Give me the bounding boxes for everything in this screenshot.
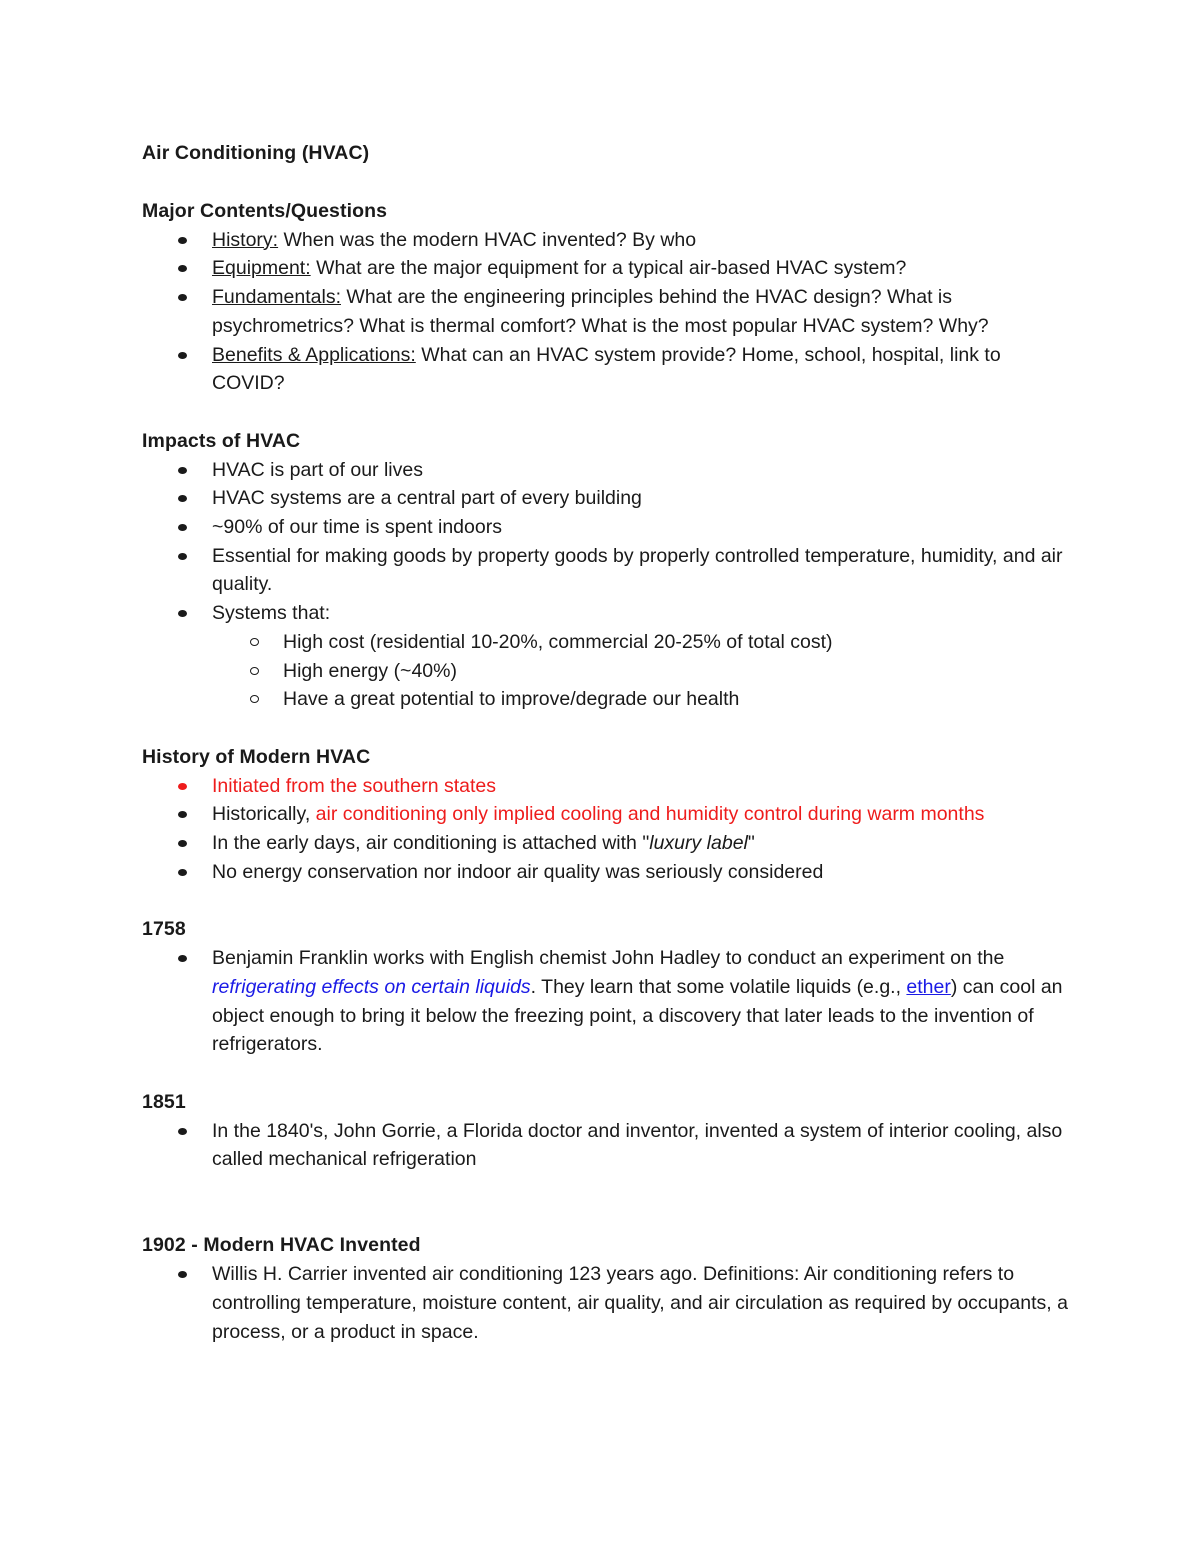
bullet-icon	[178, 467, 187, 474]
sub-list-item	[212, 657, 1072, 686]
impacts-list	[142, 456, 1072, 714]
list-item	[142, 858, 1072, 887]
list-item	[142, 226, 1072, 255]
bullet-icon	[178, 1271, 187, 1278]
impacts-heading: Impacts of HVAC	[142, 429, 301, 452]
hollow-bullet-icon	[250, 695, 259, 703]
year-1758-list	[142, 944, 1072, 1059]
list-item	[142, 283, 1072, 340]
refrigerating-effects-link[interactable]: refrigerating effects on certain liquids	[212, 975, 531, 998]
year-1851-heading: 1851	[142, 1090, 186, 1113]
item-text: Historically,	[212, 803, 316, 826]
item-text: Initiated from the southern states	[212, 774, 496, 797]
bullet-icon	[178, 955, 187, 962]
item-label: Equipment:	[212, 257, 311, 280]
list-item	[142, 513, 1072, 542]
ether-link[interactable]: ether	[906, 975, 951, 998]
list-item	[142, 829, 1072, 858]
item-text: . They learn that some volatile liquids (e.g.,	[530, 975, 907, 998]
item-text: ) can cool an object enough to bring it below the freezing point, a discovery that later leads to the invention of refrigerators.	[212, 975, 1063, 1056]
item-text: Systems that:	[212, 602, 331, 625]
item-text: ~90% of our time is spent indoors	[212, 516, 502, 538]
impacts-sublist	[212, 628, 1072, 714]
item-text: Have a great potential to improve/degrade our health	[283, 688, 740, 711]
bullet-icon	[178, 524, 187, 531]
item-label: Benefits & Applications:	[212, 343, 416, 366]
item-text: Willis H. Carrier invented air conditioning 123 years ago. Definitions: Air conditioning refers to controlling temperature, moisture content, air quality, and air circulation as required by occupants, a process, or a product in space.	[212, 1263, 1068, 1343]
item-text: "	[747, 832, 755, 855]
item-text: High energy (~40%)	[283, 659, 457, 682]
hollow-bullet-icon	[250, 638, 259, 646]
item-text: Essential for making goods by property goods by properly controlled temperature, humidity, and air quality.	[212, 544, 1063, 596]
item-text: What are the major equipment for a typical air-based HVAC system?	[310, 257, 907, 280]
item-text: HVAC systems are a central part of every building	[212, 487, 642, 510]
italic-text: luxury label	[649, 832, 748, 855]
history-heading: History of Modern HVAC	[142, 745, 371, 768]
highlighted-text: air conditioning only implied cooling and humidity control during warm months	[315, 803, 985, 826]
bullet-icon	[178, 610, 187, 617]
year-1902-heading: 1902 - Modern HVAC Invented	[142, 1234, 421, 1257]
hollow-bullet-icon	[250, 667, 259, 675]
list-item	[142, 1260, 1072, 1346]
item-text: In the early days, air conditioning is attached with "	[212, 832, 650, 855]
bullet-icon	[178, 553, 187, 560]
item-label: Fundamentals:	[212, 286, 341, 309]
document-title: Air Conditioning (HVAC)	[142, 142, 370, 164]
list-item	[142, 254, 1072, 283]
item-text: Benjamin Franklin works with English chemist John Hadley to conduct an experiment on the	[212, 947, 1005, 970]
bullet-icon	[178, 811, 187, 818]
sub-list-item	[212, 628, 1072, 657]
year-1758-heading: 1758	[142, 918, 186, 941]
list-item	[142, 341, 1072, 398]
major-contents-heading: Major Contents/Questions	[142, 199, 388, 222]
list-item	[142, 484, 1072, 513]
list-item	[142, 772, 1072, 801]
item-label: History:	[212, 228, 279, 251]
history-list	[142, 772, 1072, 887]
bullet-icon	[178, 869, 187, 876]
bullet-icon	[178, 1128, 187, 1135]
year-1902-list	[142, 1260, 1072, 1346]
bullet-icon	[178, 495, 187, 502]
sub-list-item	[212, 685, 1072, 714]
list-item	[142, 944, 1072, 1059]
item-text: When was the modern HVAC invented? By who	[278, 228, 697, 251]
bullet-icon	[178, 294, 187, 301]
year-1851-list	[142, 1117, 1072, 1174]
major-contents-list	[142, 226, 1072, 398]
item-text: In the 1840's, John Gorrie, a Florida doctor and inventor, invented a system of interior cooling, also called mechanical refrigeration	[212, 1119, 1063, 1171]
item-text: What can an HVAC system provide? Home, school, hospital, link to COVID?	[212, 343, 1001, 395]
item-text: No energy conservation nor indoor air quality was seriously considered	[212, 860, 824, 883]
item-text: High cost (residential 10-20%, commercial 20-25% of total cost)	[283, 630, 833, 653]
red-bullet-icon	[178, 783, 187, 790]
bullet-icon	[178, 352, 187, 359]
bullet-icon	[178, 840, 187, 847]
item-text: What are the engineering principles behind the HVAC design? What is psychrometrics? What is thermal comfort? What is the most popular HVAC system? Why?	[212, 286, 989, 337]
list-item	[142, 599, 1072, 714]
list-item	[142, 800, 1072, 829]
list-item	[142, 542, 1072, 599]
list-item	[142, 1117, 1072, 1174]
document-page	[142, 139, 1072, 1347]
item-text: HVAC is part of our lives	[212, 458, 423, 481]
bullet-icon	[178, 265, 187, 272]
bullet-icon	[178, 237, 187, 244]
list-item	[142, 456, 1072, 485]
